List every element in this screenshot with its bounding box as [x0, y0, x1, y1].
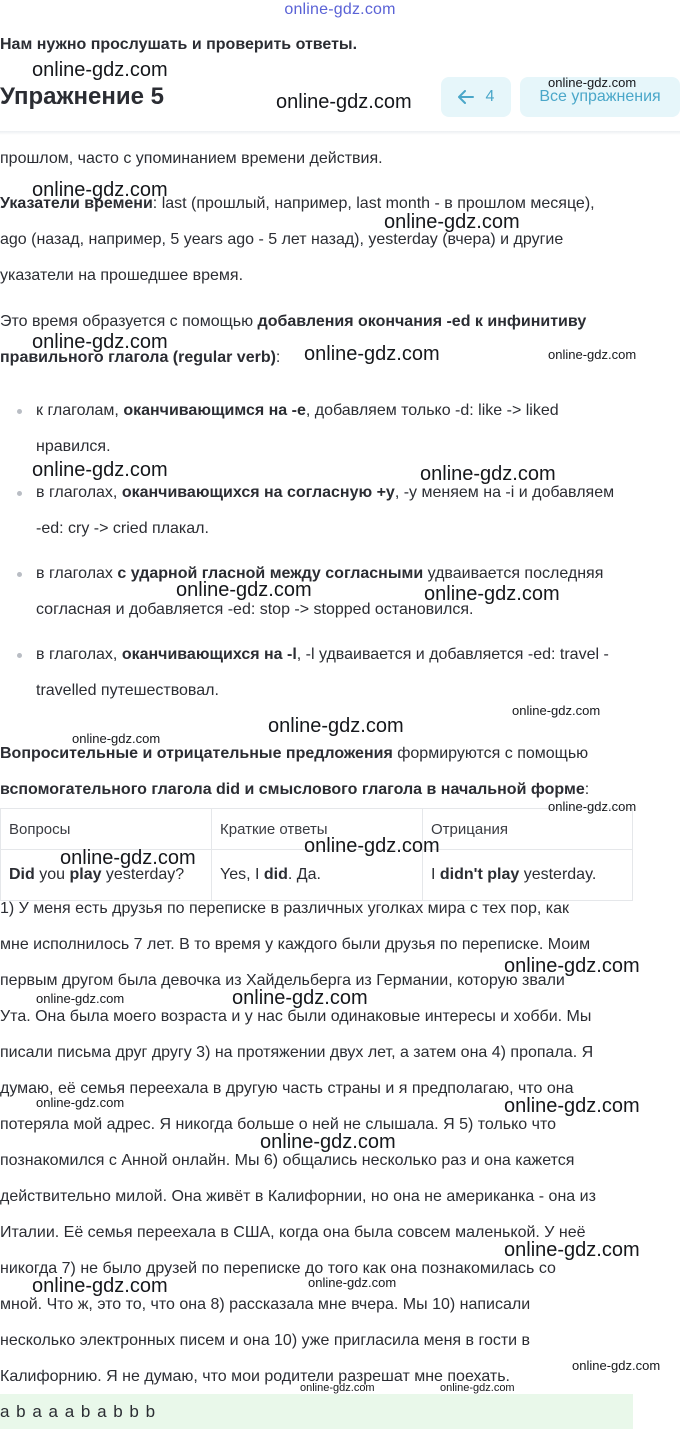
formation-bold1: добавления окончания -ed к инфинитиву	[257, 313, 587, 330]
translation-line: первым другом была девочка из Хайдельберга из Германии, которую звали	[0, 972, 565, 989]
rule-item-3	[36, 556, 680, 592]
you-text: you	[34, 866, 70, 883]
watermark: online-gdz.com	[440, 1382, 515, 1394]
watermark: online-gdz.com	[548, 799, 637, 814]
watermark: online-gdz.com	[32, 459, 168, 481]
rule-item-1	[36, 393, 680, 429]
previous-exercise-button[interactable]	[441, 77, 511, 117]
watermark: online-gdz.com	[308, 1275, 397, 1290]
watermark: online-gdz.com	[424, 583, 560, 605]
table-header-questions: Вопросы	[1, 809, 212, 850]
translation-line: писали письма друг другу 3) на протяжении двух лет, а затем она 4) пропала. Я	[0, 1044, 594, 1061]
time-markers-line3: указатели на прошедшее время.	[0, 267, 244, 284]
aux-bold: вспомогательного глагола did и смыслового глагола в начальной форме	[0, 781, 585, 798]
rule-pre: в глаголах,	[36, 484, 122, 501]
watermark: online-gdz.com	[504, 955, 640, 977]
arrow-left-icon	[458, 90, 474, 104]
answers-box: a b a a a b a b b b	[0, 1394, 633, 1429]
formation-bold2: правильного глагола (regular verb)	[0, 349, 276, 366]
bullet-dot	[17, 572, 22, 577]
rule-bold: оканчивающихся на согласную +y	[121, 484, 395, 501]
bullet-dot	[17, 491, 22, 496]
answer-start: Yes, I	[220, 866, 264, 883]
questions-bold: Вопросительные и отрицательные предложения	[0, 745, 393, 762]
translation-line: Италии. Её семья переехала в США, когда она была совсем маленькой. У неё	[0, 1224, 586, 1241]
time-markers-line2: ago (назад, например, 5 years ago - 5 лет назад), yesterday (вчера) и другие	[0, 231, 564, 248]
watermark: online-gdz.com	[512, 703, 601, 718]
questions-rest: формируются с помощью	[392, 745, 589, 762]
text-line-cut: прошлом, часто с упоминанием времени действия.	[0, 150, 383, 167]
watermark: online-gdz.com	[572, 1358, 661, 1373]
translation-line: 1) У меня есть друзья по переписке в различных уголках мира с тех пор, как	[0, 900, 569, 917]
all-exercises-button[interactable]: Все упражнения	[520, 77, 680, 117]
did-bold: Did	[9, 866, 35, 883]
aux-end: :	[584, 781, 590, 798]
watermark: online-gdz.com	[304, 835, 440, 857]
rule-bold: оканчивающимся на -e	[123, 402, 306, 419]
rule-item-4-line2: travelled путешествовал.	[36, 682, 219, 699]
translation-line: действительно милой. Она живёт в Калифорнии, но она не американка - она из	[0, 1188, 596, 1205]
rule-pre: в глаголах,	[36, 646, 122, 663]
rule-post: , добавляем только -d: like -> liked	[305, 402, 559, 419]
instruction-text: Нам нужно прослушать и проверить ответы.	[0, 36, 358, 53]
answer-end: . Да.	[287, 866, 321, 883]
watermark: online-gdz.com	[300, 1382, 375, 1394]
translation-line: думаю, её семья переехала в другую часть страны и я предполагаю, что она	[0, 1080, 574, 1097]
watermark: online-gdz.com	[420, 463, 556, 485]
previous-exercise-number: 4	[485, 88, 495, 105]
translation-line: потеряла мой адрес. Я никогда больше о ней не слышала. Я 5) только что	[0, 1116, 557, 1133]
bullet-dot	[17, 653, 22, 658]
translation-line: мной. Что ж, это то, что она 8) рассказала мне вчера. Мы 10) написали	[0, 1296, 531, 1313]
formation-end: :	[275, 349, 281, 366]
watermark-top: online-gdz.com	[284, 1, 396, 18]
rule-pre: к глаголам,	[36, 402, 124, 419]
time-markers-label: Указатели времени	[0, 195, 153, 212]
rule-item-3-line2: согласная и добавляется -ed: stop -> stopped остановился.	[36, 601, 474, 618]
watermark: online-gdz.com	[232, 987, 368, 1009]
rule-item-1-line2: нравился.	[36, 438, 111, 455]
answer-bold: did	[263, 866, 288, 883]
play-bold: play	[69, 866, 102, 883]
watermark: online-gdz.com	[32, 1275, 168, 1297]
watermark: online-gdz.com	[60, 847, 196, 869]
rule-pre: в глаголах	[36, 565, 118, 582]
translation-line: Калифорнию. Я не думаю, что мои родители разрешат мне поехать.	[0, 1368, 510, 1385]
formation-start: Это время образуется с помощью	[0, 313, 258, 330]
watermark: online-gdz.com	[384, 211, 520, 233]
translation-line: познакомился с Анной онлайн. Мы 6) общались несколько раз и она кажется	[0, 1152, 575, 1169]
negative-bold: didn't play	[439, 866, 520, 883]
watermark: online-gdz.com	[548, 75, 637, 90]
translation-line: Ута. Она была моего возраста и у нас были одинаковые интересы и хобби. Мы	[0, 1008, 592, 1025]
watermark: online-gdz.com	[32, 59, 168, 81]
rule-item-2-line2: -ed: cry -> cried плакал.	[36, 520, 209, 537]
rule-post: , -y меняем на -i и добавляем	[394, 484, 615, 501]
table-header-short-answers: Краткие ответы	[212, 809, 423, 850]
watermark: online-gdz.com	[504, 1239, 640, 1261]
watermark: online-gdz.com	[72, 731, 161, 746]
translation-line: мне исполнилось 7 лет. В то время у каждого были друзья по переписке. Моим	[0, 936, 591, 953]
table-header-negatives: Отрицания	[423, 809, 633, 850]
time-markers-text: : last (прошлый, например, last month - в прошлом месяце),	[152, 195, 595, 212]
bullet-dot	[17, 409, 22, 414]
watermark: online-gdz.com	[176, 579, 312, 601]
rule-post: удваивается последняя	[423, 565, 604, 582]
header-divider	[0, 131, 680, 135]
yesterday-text: yesterday?	[101, 866, 185, 883]
watermark: online-gdz.com	[276, 91, 412, 113]
watermark: online-gdz.com	[260, 1131, 396, 1153]
watermark: online-gdz.com	[548, 347, 637, 362]
watermark: online-gdz.com	[268, 715, 404, 737]
watermark: online-gdz.com	[36, 991, 125, 1006]
rule-post: , -l удваивается и добавляется -ed: travel -	[296, 646, 609, 663]
watermark: online-gdz.com	[304, 343, 440, 365]
page-title: Упражнение 5	[0, 83, 164, 110]
negative-start: I	[431, 866, 440, 883]
translation-line: никогда 7) не было друзей по переписке до того как она познакомилась со	[0, 1260, 556, 1277]
watermark: online-gdz.com	[32, 179, 168, 201]
watermark: online-gdz.com	[32, 331, 168, 353]
translation-line: несколько электронных писем и она 10) уже пригласила меня в гости в	[0, 1332, 531, 1349]
rule-bold: оканчивающихся на -l	[121, 646, 297, 663]
watermark: online-gdz.com	[504, 1095, 640, 1117]
rule-bold: с ударной гласной между согласными	[117, 565, 424, 582]
watermark: online-gdz.com	[36, 1095, 125, 1110]
negative-end: yesterday.	[519, 866, 597, 883]
rule-item-4	[36, 637, 680, 673]
